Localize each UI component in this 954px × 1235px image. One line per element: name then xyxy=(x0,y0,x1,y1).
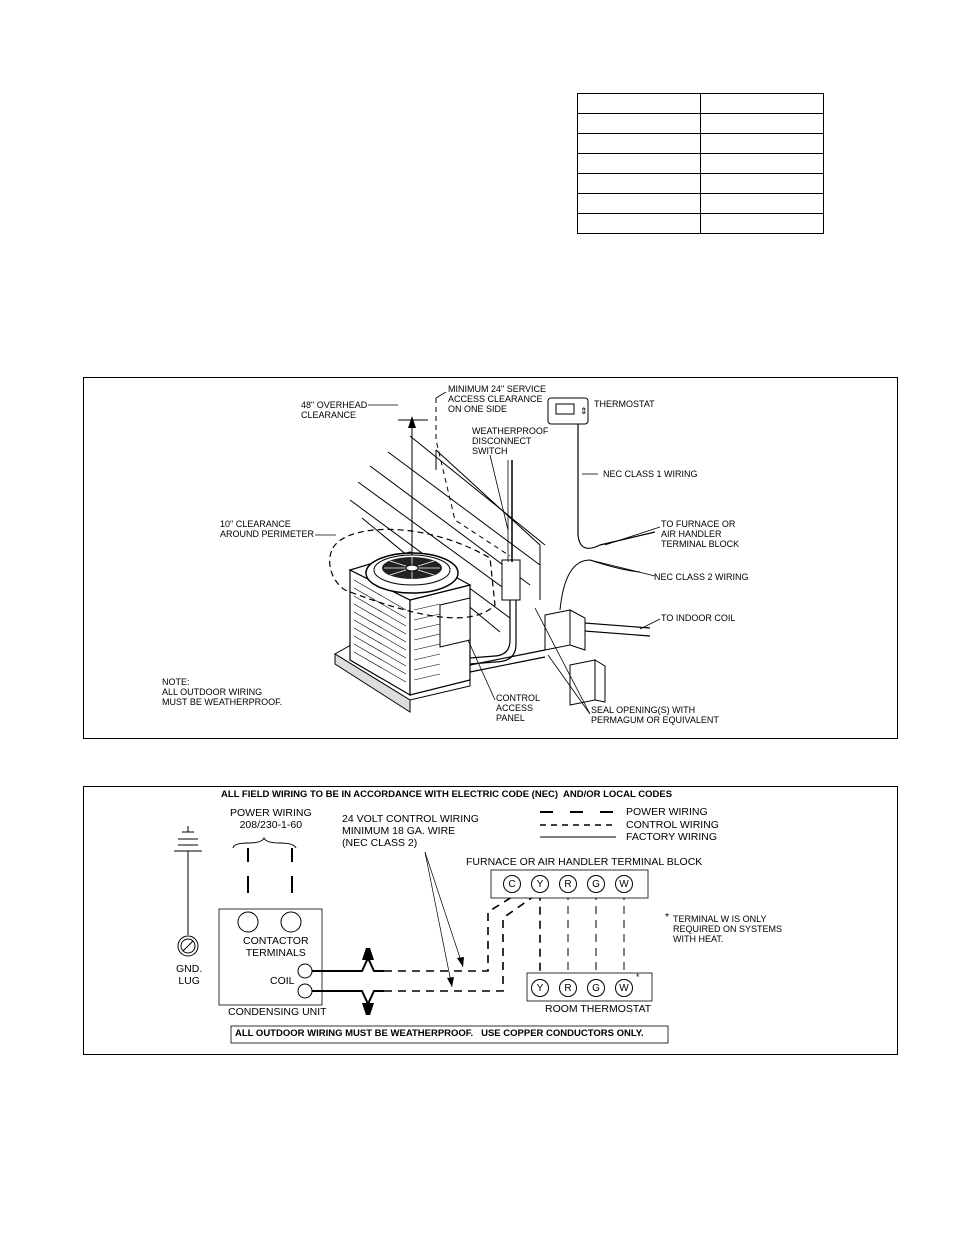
terminal-r: R xyxy=(559,875,577,893)
condensing-unit-label: CONDENSING UNIT xyxy=(228,1006,327,1018)
gnd-lug-label: GND. LUG xyxy=(176,963,203,987)
field-wiring-title: ALL FIELD WIRING TO BE IN ACCORDANCE WITH ELECTRIC CODE (NEC) AND/OR LOCAL CODES xyxy=(221,789,673,800)
nec-class2-label: NEC CLASS 2 WIRING xyxy=(654,572,749,582)
thermostat-label: THERMOSTAT xyxy=(594,399,655,409)
terminal-g: G xyxy=(587,875,605,893)
legend-power: POWER WIRING xyxy=(626,806,708,818)
svg-text:⇕: ⇕ xyxy=(580,406,588,416)
terminal-w: W xyxy=(615,979,633,997)
legend-factory: FACTORY WIRING xyxy=(626,831,718,843)
terminal-w-footnote: TERMINAL W IS ONLY REQUIRED ON SYSTEMS WITH HEAT. xyxy=(673,914,783,944)
outdoor-wiring-note: NOTE: ALL OUTDOOR WIRING MUST BE WEATHERPROOF. xyxy=(162,677,283,707)
outdoor-wiring-copper-note: ALL OUTDOOR WIRING MUST BE WEATHERPROOF. USE COPPER CONDUCTORS ONLY. xyxy=(235,1028,644,1039)
terminal-r: R xyxy=(559,979,577,997)
terminal-y: Y xyxy=(531,979,549,997)
terminal-g: G xyxy=(587,979,605,997)
nec-class1-label: NEC CLASS 1 WIRING xyxy=(603,469,698,479)
overhead-clearance-label: 48" OVERHEAD CLEARANCE xyxy=(301,400,368,420)
terminal-y: Y xyxy=(531,875,549,893)
control-panel-label: CONTROL ACCESS PANEL xyxy=(496,693,541,723)
furnace-terminal-label: TO FURNACE OR AIR HANDLER TERMINAL BLOCK xyxy=(661,519,740,549)
thermostat-w-mark: * xyxy=(636,972,640,982)
service-clearance-label: MINIMUM 24" SERVICE ACCESS CLEARANCE ON ONE SIDE xyxy=(448,384,547,414)
coil-label: COIL xyxy=(270,975,295,987)
perimeter-clearance-label: 10" CLEARANCE AROUND PERIMETER xyxy=(220,519,315,539)
contactor-terminals-label: CONTACTOR TERMINALS xyxy=(243,935,309,959)
footnote-mark: * xyxy=(665,911,670,923)
seal-openings-label: SEAL OPENING(S) WITH PERMAGUM OR EQUIVALENT xyxy=(591,705,719,725)
legend-control: CONTROL WIRING xyxy=(626,819,719,831)
power-wiring-label: POWER WIRING 208/230-1-60 xyxy=(230,807,312,831)
terminal-w: W xyxy=(615,875,633,893)
disconnect-switch-label: WEATHERPROOF DISCONNECT SWITCH xyxy=(472,426,549,456)
indoor-coil-label: TO INDOOR COIL xyxy=(661,613,736,623)
terminal-c: C xyxy=(503,875,521,893)
room-thermostat-label: ROOM THERMOSTAT xyxy=(545,1003,652,1015)
terminal-block-title: FURNACE OR AIR HANDLER TERMINAL BLOCK xyxy=(466,856,703,868)
control-wiring-label: 24 VOLT CONTROL WIRING MINIMUM 18 GA. WIRE (NEC CLASS 2) xyxy=(342,813,479,849)
